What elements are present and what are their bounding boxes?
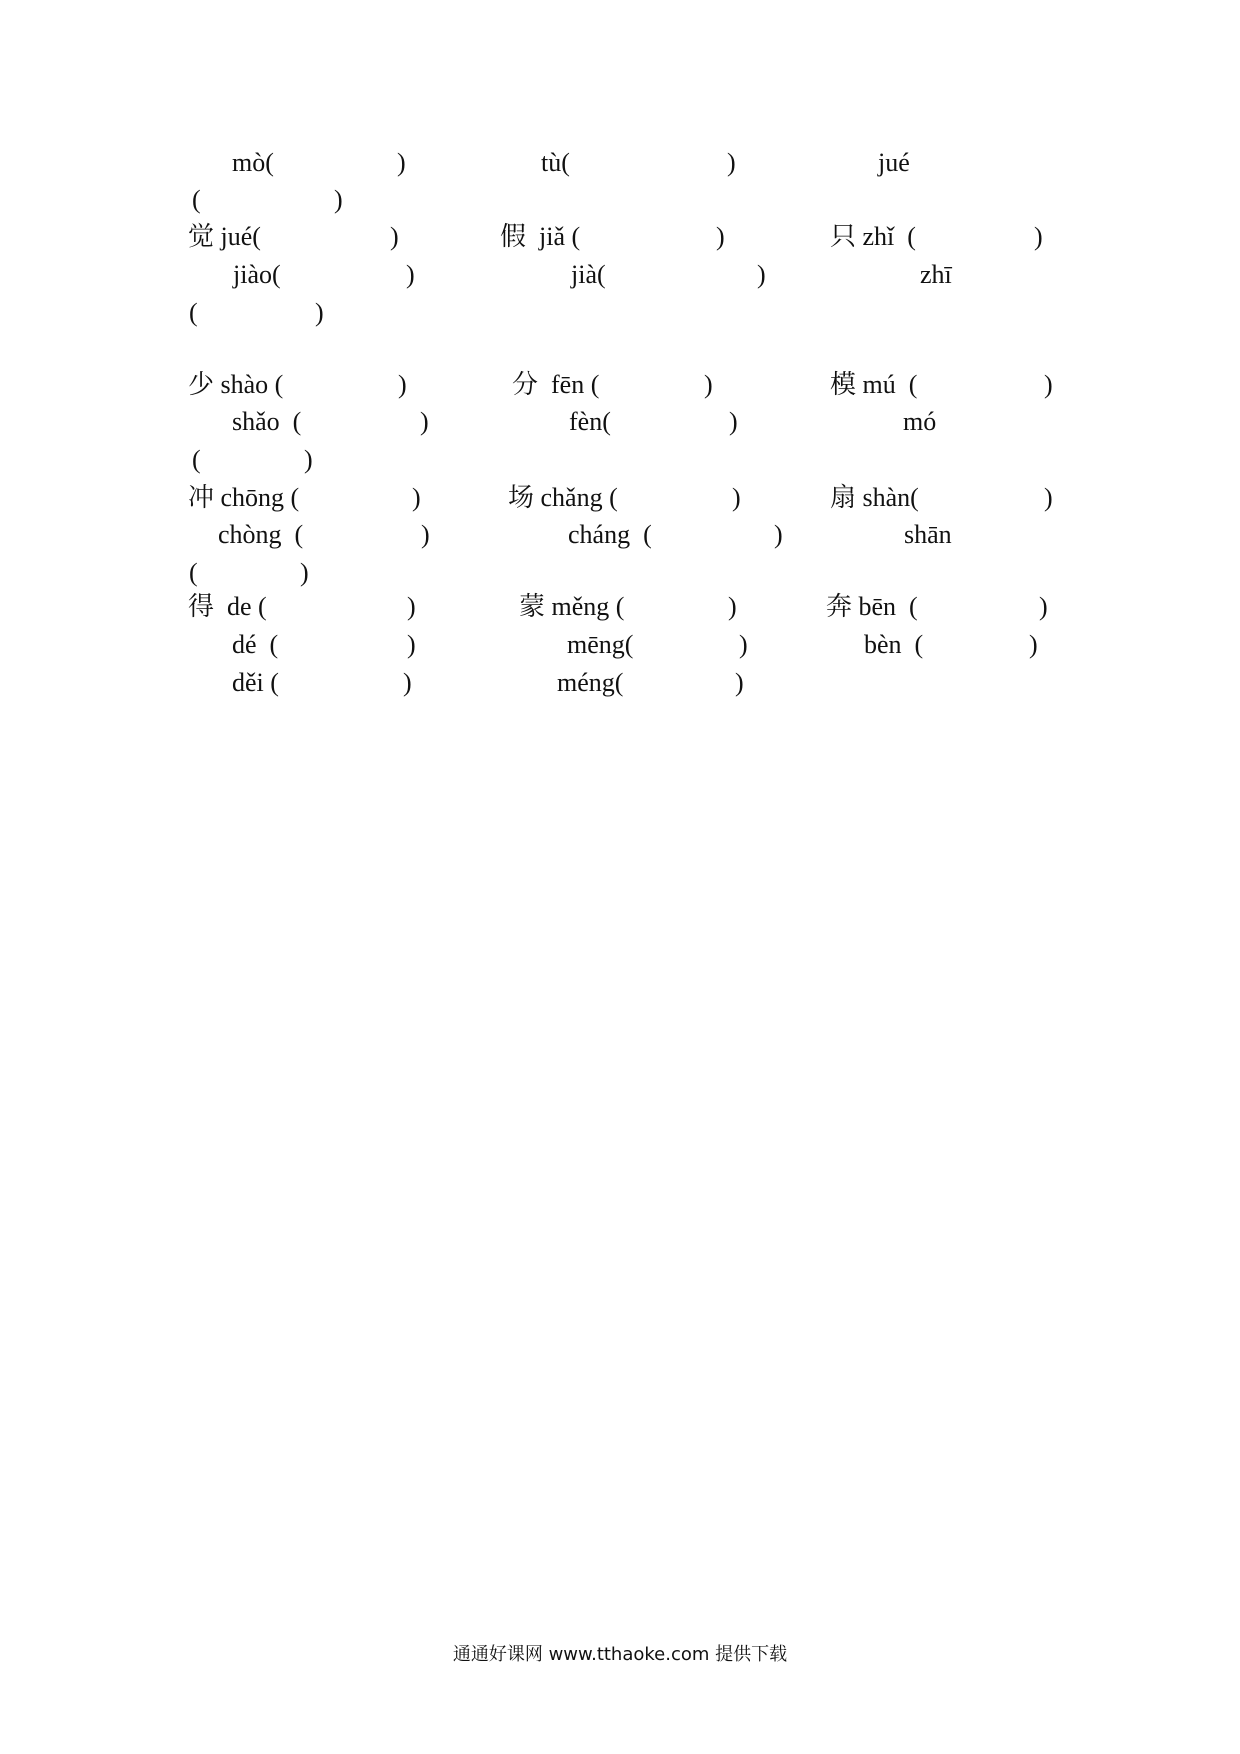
worksheet-cell: ) [407, 592, 416, 621]
worksheet-cell: 扇 shàn( [830, 483, 919, 512]
worksheet-cell: 分 fēn ( [512, 370, 600, 399]
worksheet-cell: ) [774, 520, 783, 549]
worksheet-cell: mó [903, 407, 937, 436]
worksheet-cell: ) [1034, 222, 1043, 251]
worksheet-cell: ) [315, 298, 324, 327]
worksheet-cell: 只 zhǐ ( [830, 222, 916, 251]
worksheet-cell: 冲 chōng ( [188, 483, 300, 512]
worksheet-cell: dé ( [232, 630, 279, 659]
worksheet-cell: děi ( [232, 668, 279, 697]
worksheet-cell: ) [1029, 630, 1038, 659]
worksheet-cell: cháng ( [568, 520, 652, 549]
worksheet-cell: ) [727, 148, 736, 177]
worksheet-cell: ) [390, 222, 399, 251]
worksheet-cell: ) [397, 148, 406, 177]
worksheet-cell: 觉 jué( [188, 222, 261, 251]
worksheet-cell: bèn ( [864, 630, 924, 659]
worksheet-cell: méng( [557, 668, 624, 697]
worksheet-cell: 假 jiǎ ( [500, 222, 581, 251]
worksheet-cell: jué [878, 148, 910, 177]
worksheet-cell: mò( [232, 148, 274, 177]
worksheet-cell: ( [192, 185, 201, 214]
worksheet-cell: fèn( [569, 407, 611, 436]
worksheet-cell: ) [412, 483, 421, 512]
worksheet-cell: shǎo ( [232, 407, 302, 436]
worksheet-cell: ) [1044, 483, 1053, 512]
worksheet-cell: zhī [920, 260, 952, 289]
worksheet-cell: 得 de ( [188, 592, 267, 621]
worksheet-cell: ) [304, 445, 313, 474]
worksheet-cell: ) [398, 370, 407, 399]
worksheet-cell: jià( [571, 260, 606, 289]
worksheet-cell: ) [1044, 370, 1053, 399]
worksheet-cell: 模 mú ( [830, 370, 918, 399]
worksheet-cell: ( [189, 558, 198, 587]
worksheet-cell: ) [716, 222, 725, 251]
worksheet-cell: ) [334, 185, 343, 214]
worksheet-cell: ( [192, 445, 201, 474]
worksheet-cell: ) [420, 407, 429, 436]
worksheet-cell: ) [729, 407, 738, 436]
worksheet-cell: ) [728, 592, 737, 621]
worksheet-cell: ) [732, 483, 741, 512]
worksheet-cell: ) [406, 260, 415, 289]
worksheet-cell: ) [1039, 592, 1048, 621]
worksheet-cell: ) [300, 558, 309, 587]
worksheet-cell: shān [904, 520, 952, 549]
worksheet-cell: ( [189, 298, 198, 327]
worksheet-cell: ) [403, 668, 412, 697]
worksheet-cell: ) [757, 260, 766, 289]
worksheet-cell: mēng( [567, 630, 634, 659]
worksheet-cell: jiào( [233, 260, 281, 289]
worksheet-cell: ) [407, 630, 416, 659]
worksheet-cell: 少 shào ( [188, 370, 284, 399]
worksheet-cell: 蒙 měng ( [519, 592, 625, 621]
worksheet-cell: ) [739, 630, 748, 659]
worksheet-cell: ) [704, 370, 713, 399]
worksheet-cell: ) [735, 668, 744, 697]
footer-text: 通通好课网 www.tthaoke.com 提供下载 [452, 1644, 788, 1665]
worksheet-cell: chòng ( [218, 520, 304, 549]
worksheet-cell: tù( [541, 148, 570, 177]
worksheet-cell: 奔 bēn ( [826, 592, 918, 621]
worksheet-cell: 场 chǎng ( [508, 483, 618, 512]
worksheet-cell: ) [421, 520, 430, 549]
